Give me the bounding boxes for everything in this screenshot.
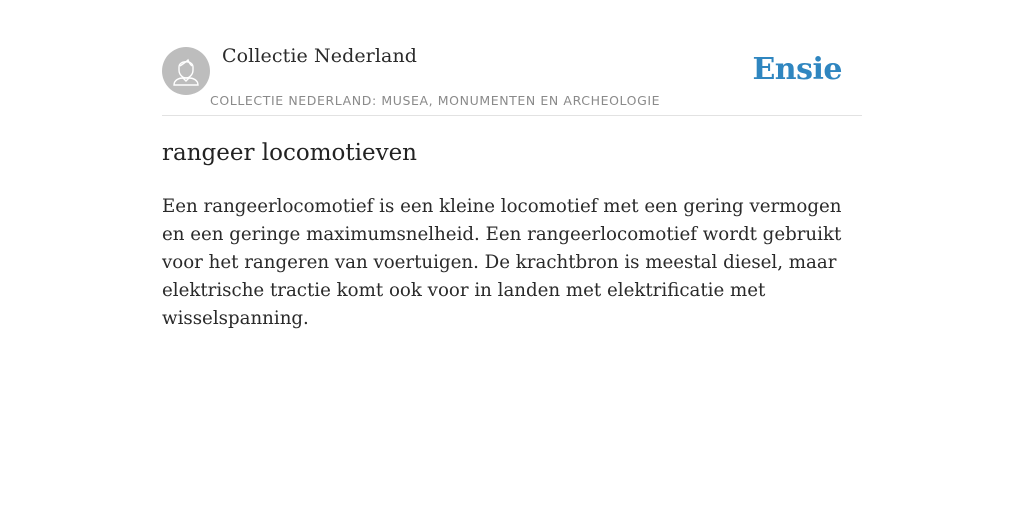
brand-logo[interactable]: Ensie [752,52,842,87]
article-title: rangeer locomotieven [162,140,417,166]
author-name[interactable]: Collectie Nederland [222,45,418,67]
page-container [162,0,862,329]
source-label[interactable]: COLLECTIE NEDERLAND: MUSEA, MONUMENTEN EN ARCHEOLOGIE [210,93,661,108]
header [162,0,862,116]
user-avatar-icon[interactable] [162,47,210,95]
article-body: Een rangeerlocomotief is een kleine locomotief met een gering vermogen en een geringe maximumsnelheid. Een rangeerlocomotief wordt gebruikt voor het rangeren van voertuigen. De krachtbron is meestal diesel, maar elektrische tractie komt ook voor in landen met elektrificatie met wisselspanning. [162,196,842,329]
